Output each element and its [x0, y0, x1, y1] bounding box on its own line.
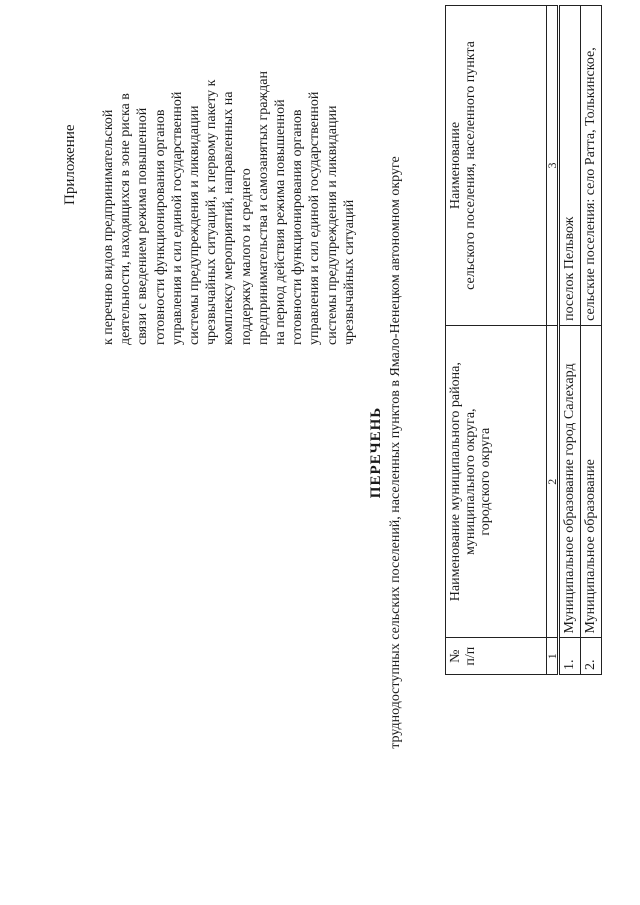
appendix-line: чрезвычайных ситуаций [341, 199, 357, 345]
header-settlement-line: Наименование [448, 121, 463, 210]
appendix-text [100, 30, 358, 345]
appendix-line: готовности функционирования органов [152, 109, 168, 345]
header-municipality-line: Наименование муниципального района, [448, 362, 463, 602]
header-num-line: п/п [463, 646, 478, 666]
appendix-line: управления и сил единой государственной [169, 91, 185, 345]
header-num [446, 638, 547, 675]
appendix-line: системы предупреждения и ликвидации [324, 105, 340, 345]
appendix-line: к перечню видов предпринимательской [101, 109, 116, 345]
table-row [559, 6, 581, 675]
appendix-line: системы предупреждения и ликвидации [187, 105, 203, 345]
appendix-line: комплексу мероприятий, направленных на [221, 91, 237, 345]
appendix-line: на период действия режима повышенной [273, 99, 289, 345]
appendix-title: Приложение [62, 124, 78, 205]
header-municipality [446, 325, 547, 638]
column-index: 2 [547, 325, 559, 638]
table-header-row [446, 6, 547, 675]
document-subtitle: труднодоступных сельских поселений, населенных пунктов в Ямало-Ненецком автономном округе [388, 156, 403, 749]
document-title: ПЕРЕЧЕНЬ [368, 406, 384, 499]
row-municipality: Муниципальное образование город Салехард [559, 325, 581, 638]
row-settlement: поселок Пельвож [559, 6, 581, 326]
header-municipality-line: муниципального округа, [463, 408, 478, 555]
header-settlement-line: сельского поселения, населенного пункта [463, 41, 478, 290]
appendix-line: чрезвычайных ситуаций, к первому пакету к [204, 79, 220, 345]
settlements-table [445, 5, 602, 675]
header-municipality-line: городского округа [478, 427, 493, 536]
appendix-line: предпринимательства и самозанятых граждан [255, 70, 271, 345]
appendix-line: управления и сил единой государственной [307, 91, 323, 345]
row-number: 2. [581, 638, 602, 675]
header-settlement [446, 6, 547, 326]
appendix-line: готовности функционирования органов [290, 109, 306, 345]
row-settlement: сельские поселения: село Ратта, Толькинское, [581, 6, 602, 326]
appendix-line: деятельности, находящихся в зоне риска в [118, 93, 134, 345]
row-number: 1. [559, 638, 581, 675]
column-index: 3 [547, 6, 559, 326]
appendix-line: связи с введением режима повышенной [135, 107, 151, 345]
column-index-row [547, 6, 559, 675]
row-municipality: Муниципальное образование [581, 325, 602, 638]
appendix-line: поддержку малого и среднего [238, 168, 254, 345]
table-row [581, 6, 602, 675]
header-num-line: № [448, 649, 463, 663]
column-index: 1 [547, 638, 559, 675]
